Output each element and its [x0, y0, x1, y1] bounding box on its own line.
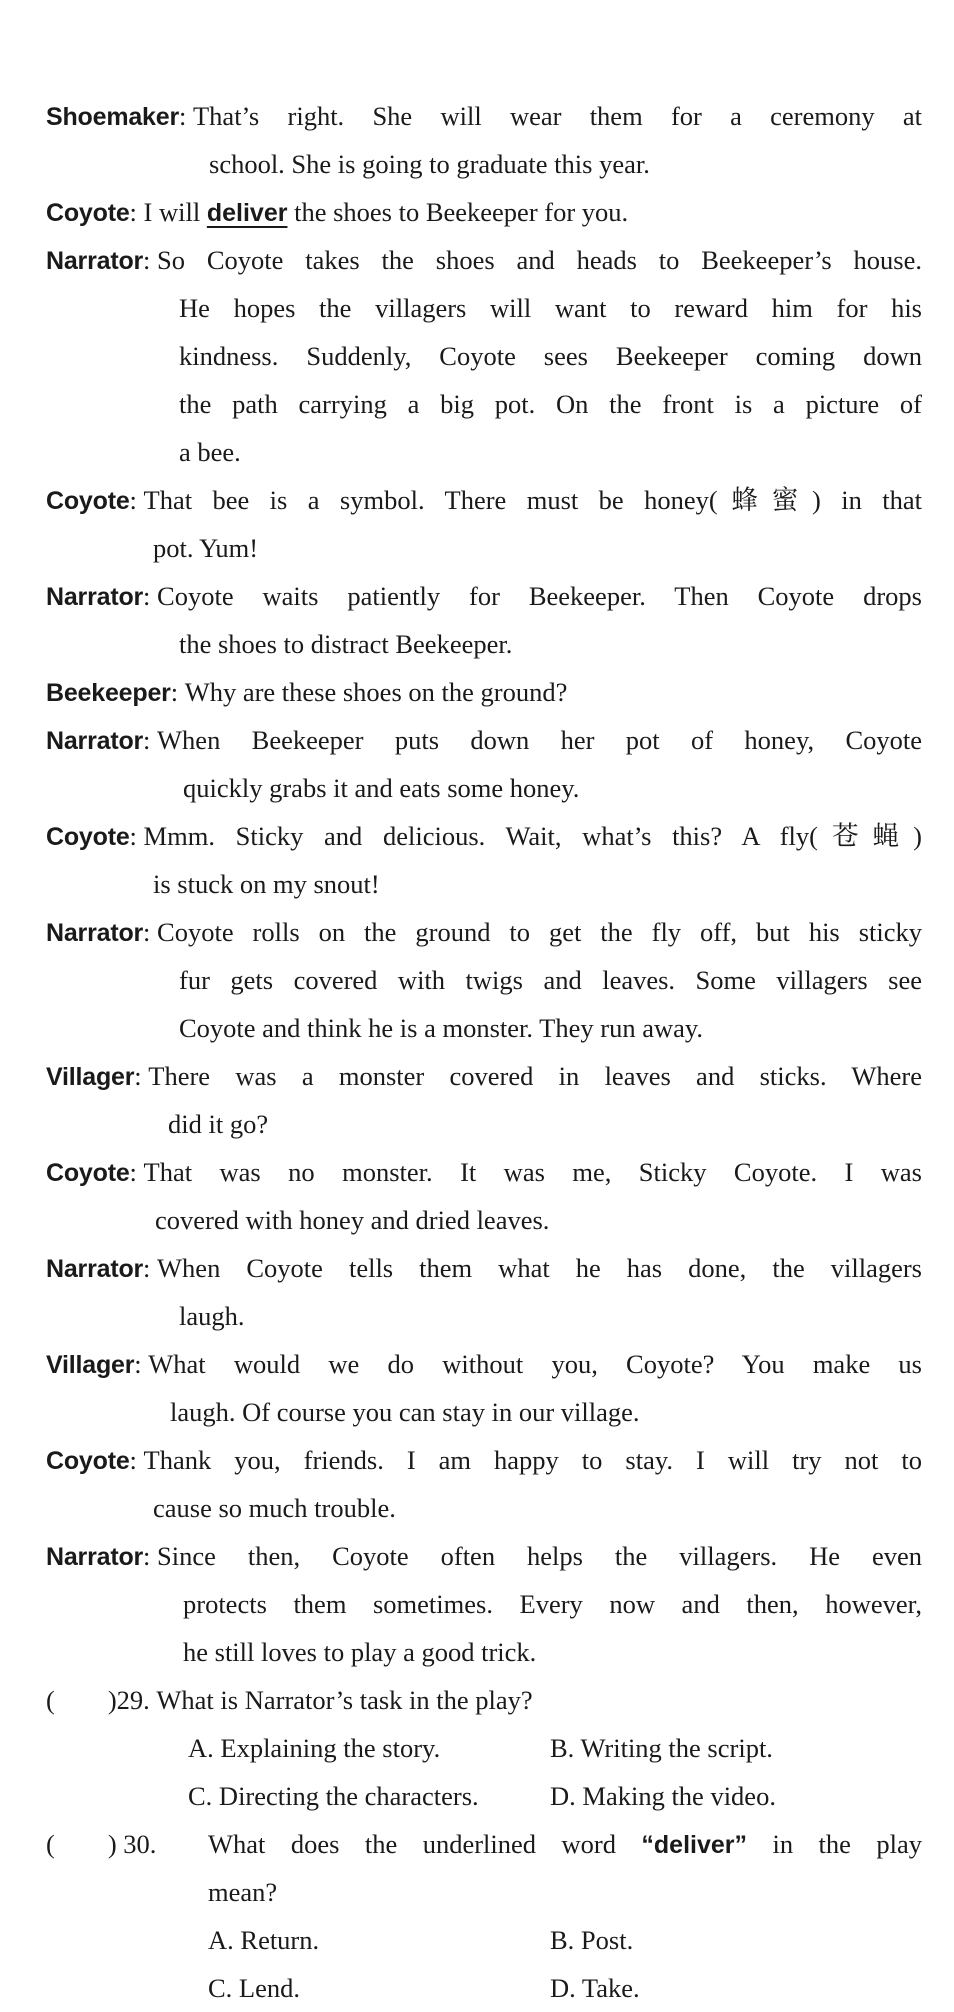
dialogue-text: Thank you, friends. I am happy to stay. I will try not to [143, 1445, 922, 1475]
dialogue-line: pot. Yum! [153, 533, 259, 563]
answer-blank[interactable]: ( )29. [46, 1685, 150, 1715]
dialogue-line: a bee. [179, 437, 241, 467]
dialogue-line: He hopes the villagers will want to reward him for his [179, 293, 922, 323]
speaker-name: Narrator [46, 919, 144, 947]
dialogue-line: Narrator: So Coyote takes the shoes and heads to Beekeeper’s house. [46, 245, 922, 275]
dialogue-line: quickly grabs it and eats some honey. [183, 773, 580, 803]
dialogue-text: I will [143, 197, 207, 227]
dialogue-text: Mmm. Sticky and delicious. Wait, what’s this? A fly(苍蝇) [143, 821, 922, 851]
question-29 [46, 1676, 533, 1724]
speaker-name: Narrator [46, 247, 144, 275]
speaker-name: Narrator [46, 583, 144, 611]
dialogue-line: Coyote and think he is a monster. They run away. [179, 1013, 704, 1043]
dialogue-line: school. She is going to graduate this year. [209, 149, 650, 179]
dialogue-text: What would we do without you, Coyote? You make us [148, 1349, 922, 1379]
dialogue-line: Villager: What would we do without you, Coyote? You make us [46, 1349, 922, 1379]
dialogue-line: Narrator: When Beekeeper puts down her pot of honey, Coyote [46, 725, 922, 755]
dialogue-line: Narrator: Coyote rolls on the ground to get the fly off, but his sticky [46, 917, 922, 947]
dialogue-line: did it go? [168, 1109, 269, 1139]
dialogue-line: Coyote: That bee is a symbol. There must be honey(蜂蜜) in that [46, 485, 922, 515]
dialogue-text: That’s right. She will wear them for a ceremony at [193, 101, 922, 131]
speaker-name: Coyote [46, 823, 130, 851]
question-30 [208, 1820, 922, 1869]
dialogue-line: Coyote: I will deliver the shoes to Beekeeper for you. [46, 197, 629, 227]
dialogue-line: the shoes to distract Beekeeper. [179, 629, 513, 659]
dialogue-line: Beekeeper: Why are these shoes on the ground? [46, 677, 568, 707]
speaker-name: Coyote [46, 1447, 130, 1475]
dialogue-line: the path carrying a big pot. On the front is a picture of [179, 389, 922, 419]
speaker-name: Beekeeper [46, 679, 171, 707]
underlined-word: deliver [206, 199, 288, 227]
dialogue-text: Since then, Coyote often helps the villagers. He even [157, 1541, 922, 1571]
speaker-name: Villager [46, 1063, 135, 1091]
dialogue-line: Narrator: When Coyote tells them what he has done, the villagers [46, 1253, 922, 1283]
speaker-name: Villager [46, 1351, 135, 1379]
speaker-name: Narrator [46, 1543, 144, 1571]
dialogue-line: Coyote: That was no monster. It was me, Sticky Coyote. I was [46, 1157, 922, 1187]
speaker-name: Narrator [46, 1255, 144, 1283]
speaker-name: Narrator [46, 727, 144, 755]
dialogue-line: he still loves to play a good trick. [183, 1637, 537, 1667]
question-text: mean? [208, 1877, 278, 1907]
dialogue-text: So Coyote takes the shoes and heads to Beekeeper’s house. [157, 245, 922, 275]
dialogue-line: cause so much trouble. [153, 1493, 396, 1523]
speaker-name: Coyote [46, 487, 130, 515]
dialogue-line: laugh. Of course you can stay in our village. [170, 1397, 640, 1427]
speaker-name: Shoemaker [46, 103, 179, 131]
dialogue-line: kindness. Suddenly, Coyote sees Beekeeper coming down [179, 341, 922, 371]
question-text: What does the underlined word [208, 1829, 642, 1859]
option-c[interactable]: C. Directing the characters. [188, 1781, 479, 1811]
option-a[interactable]: A. Return. [208, 1925, 320, 1955]
option-d[interactable]: D. Take. [550, 1973, 640, 2003]
question-text: What is Narrator’s task in the play? [156, 1685, 533, 1715]
dialogue-line: Narrator: Since then, Coyote often helps the villagers. He even [46, 1541, 922, 1571]
quoted-word: “deliver” [641, 1831, 748, 1859]
speaker-name: Coyote [46, 199, 130, 227]
dialogue-text: Coyote rolls on the ground to get the fly off, but his sticky [157, 917, 922, 947]
dialogue-line: Coyote: Mmm. Sticky and delicious. Wait, what’s this? A fly(苍蝇) [46, 821, 922, 851]
dialogue-line: Coyote: Thank you, friends. I am happy to stay. I will try not to [46, 1445, 922, 1475]
dialogue-text: Why are these shoes on the ground? [184, 677, 568, 707]
option-a[interactable]: A. Explaining the story. [188, 1733, 441, 1763]
dialogue-line: Villager: There was a monster covered in leaves and sticks. Where [46, 1061, 922, 1091]
question-text: in the play [747, 1829, 922, 1859]
dialogue-text: When Beekeeper puts down her pot of honey, Coyote [157, 725, 922, 755]
dialogue-text: There was a monster covered in leaves and sticks. Where [148, 1061, 922, 1091]
option-d[interactable]: D. Making the video. [550, 1781, 776, 1811]
dialogue-line: Shoemaker: That’s right. She will wear them for a ceremony at [46, 101, 922, 131]
dialogue-line: covered with honey and dried leaves. [155, 1205, 550, 1235]
speaker-name: Coyote [46, 1159, 130, 1187]
option-c[interactable]: C. Lend. [208, 1973, 300, 2003]
dialogue-line: laugh. [179, 1301, 245, 1331]
dialogue-text: Coyote waits patiently for Beekeeper. Then Coyote drops [157, 581, 922, 611]
dialogue-text: That bee is a symbol. There must be honey(蜂蜜) in that [143, 485, 922, 515]
dialogue-line: is stuck on my snout! [153, 869, 380, 899]
dialogue-text: When Coyote tells them what he has done, the villagers [157, 1253, 922, 1283]
option-b[interactable]: B. Post. [550, 1925, 634, 1955]
dialogue-text: the shoes to Beekeeper for you. [287, 197, 629, 227]
dialogue-line: fur gets covered with twigs and leaves. Some villagers see [179, 965, 922, 995]
dialogue-line: protects them sometimes. Every now and then, however, [183, 1589, 922, 1619]
option-b[interactable]: B. Writing the script. [550, 1733, 773, 1763]
dialogue-text: That was no monster. It was me, Sticky Coyote. I was [143, 1157, 922, 1187]
answer-blank[interactable]: ( ) 30. [46, 1829, 157, 1859]
dialogue-line: Narrator: Coyote waits patiently for Beekeeper. Then Coyote drops [46, 581, 922, 611]
